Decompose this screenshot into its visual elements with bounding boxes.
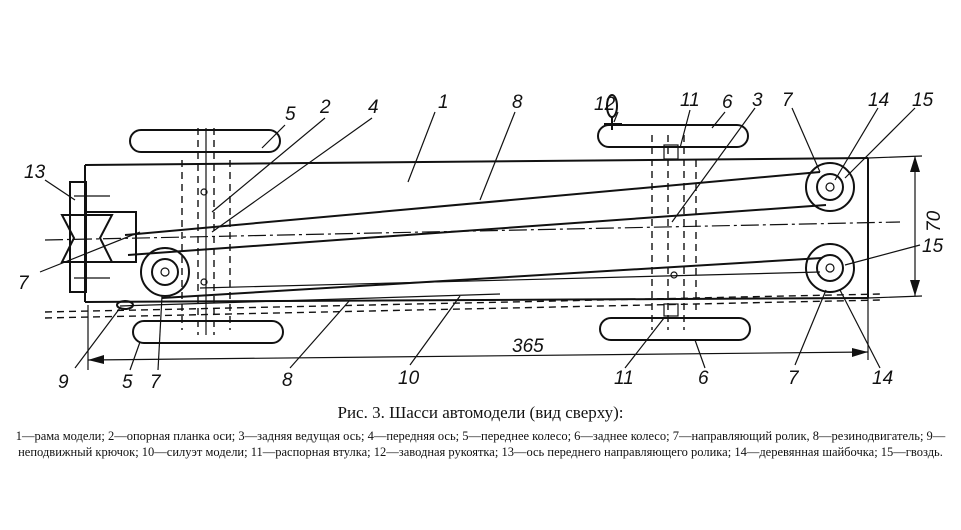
front-wheel-top [130,130,280,152]
guide-roller-rear-bottom [806,244,854,292]
label-7-bottom-left: 7 [150,372,161,393]
leader-lines [40,108,920,370]
guide-roller-rear-top [806,163,854,211]
label-7-bottom-right: 7 [788,368,799,389]
rear-wheel-top [598,125,748,147]
label-2: 2 [320,97,331,118]
label-11-bottom: 11 [614,368,634,389]
dimension-width [868,156,922,298]
rubber-motor [120,172,826,306]
dimension-70-label: 70 [924,210,945,232]
label-7-top: 7 [782,90,793,111]
label-6-bottom: 6 [698,368,709,389]
label-15-top: 15 [912,90,934,111]
label-10: 10 [398,368,420,389]
label-6-top: 6 [722,92,733,113]
label-7-left: 7 [18,273,29,294]
label-8-top: 8 [512,92,523,113]
label-3-top: 3 [752,90,763,111]
figure-legend: 1—рама модели; 2—опорная планка оси; 3—задняя ведущая ось; 4—передняя ось; 5—переднее колесо; 6—заднее колесо; 7—направляющий ролик, 8—резинодвигатель; 9—неподвижный крючок; 10—силуэт модели; 11—распорная втулка; 12—заводная рукоятка; 13—ось переднего направляющего ролика; 14—деревянная шайбочка; 15—гвоздь. [15,429,946,459]
figure-title: Рис. 3. Шасси автомодели (вид сверху): [337,403,624,422]
rear-wheel-bottom [600,318,750,340]
label-1: 1 [438,92,449,113]
label-9: 9 [58,372,69,393]
label-5-bottom: 5 [122,372,133,393]
label-12: 12 [594,94,616,115]
label-4: 4 [368,97,379,118]
label-8-bottom: 8 [282,370,293,391]
label-5-top: 5 [285,104,296,125]
dimension-365-label: 365 [512,336,544,357]
rear-axle [652,135,696,330]
front-wheel-bottom [133,321,283,343]
label-15-right: 15 [922,236,944,257]
label-11-top: 11 [680,90,700,111]
label-13: 13 [24,162,46,183]
label-14-bottom: 14 [872,368,894,389]
label-14-top: 14 [868,90,890,111]
